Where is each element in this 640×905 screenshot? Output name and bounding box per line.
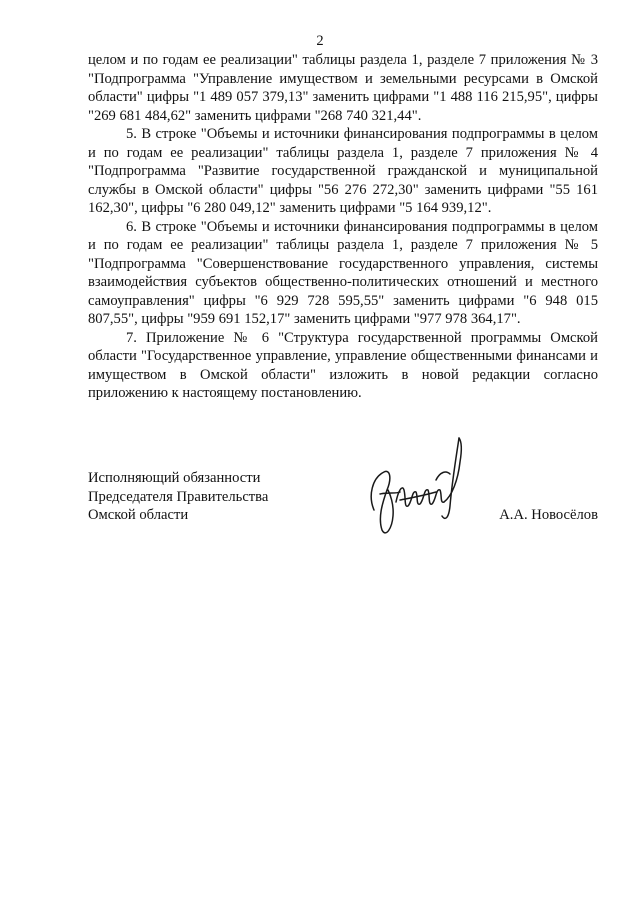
signatory-title: [88, 469, 328, 525]
signatory-title-line: Председателя Правительства: [88, 488, 269, 505]
paragraph-item-7: 7. Приложение № 6 "Структура государственной программы Омской области "Государственное управление, управление общественными финансами и имуществом в Омской области" изложить в новой редакции согласно приложению к настоящему постановлению.: [88, 329, 598, 401]
paragraph-continuation: целом и по годам ее реализации" таблицы раздела 1, разделе 7 приложения № 3 "Подпрограмма "Управление имуществом и земельными ресурсами в Омской области" цифры "1 489 057 379,13" заменить цифрами "1 488 116 215,95", цифры "269 681 484,62" заменить цифрами "268 740 321,44".: [88, 52, 598, 124]
signatory-title-line: Омской области: [88, 507, 189, 523]
handwritten-signature: [360, 432, 470, 547]
document-body: [88, 51, 598, 403]
signatory-name: А.А. Новосёлов: [499, 507, 598, 523]
signature-block: [88, 469, 598, 529]
paragraph-item-6: 6. В строке "Объемы и источники финансирования подпрограммы в целом и по годам ее реализации" таблицы раздела 1, разделе 7 приложения № 5 "Подпрограмма "Совершенствование государственного управления, системы взаимодействия субъектов общественно-политических отношений и местного самоуправления" цифры "6 929 728 595,55" заменить цифрами "6 948 015 807,55", цифры "959 691 152,17" заменить цифрами "977 978 364,17".: [88, 218, 598, 327]
signatory-title-line: Исполняющий обязанности: [88, 470, 261, 486]
paragraph-item-5: 5. В строке "Объемы и источники финансирования подпрограммы в целом и по годам ее реализации" таблицы раздела 1, разделе 7 приложения № 4 "Подпрограмма "Развитие государственной гражданской и муниципальной службы в Омской области" цифры "56 276 272,30" заменить цифрами "55 161 162,30", цифры "6 280 049,12" заменить цифрами "5 164 939,12".: [88, 126, 598, 216]
page-number: 2: [316, 33, 324, 49]
